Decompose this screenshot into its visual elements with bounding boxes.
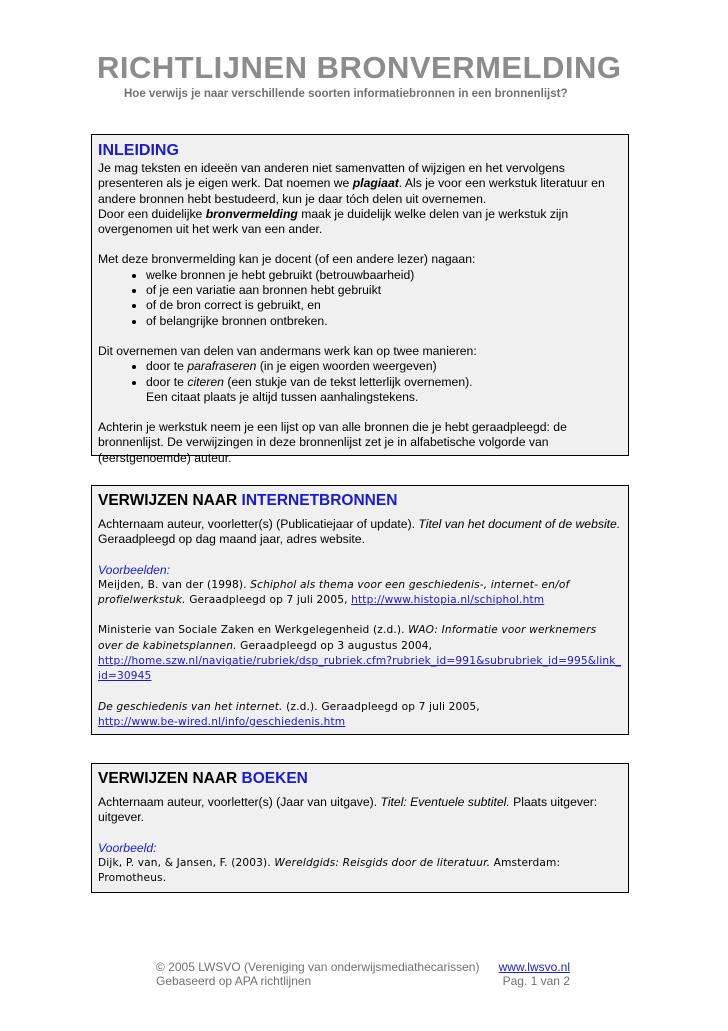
list-item: • door te parafraseren (in je eigen woorden weergeven) [146, 359, 622, 374]
examples-label: Voorbeelden: [98, 562, 171, 577]
example-label: Voorbeeld: [98, 840, 157, 855]
term-bronvermelding: bronvermelding [205, 206, 298, 221]
example-link[interactable]: http://www.histopia.nl/schiphol.htm [351, 594, 545, 607]
internet-heading: VERWIJZEN NAAR INTERNETBRONNEN [98, 492, 398, 509]
books-format: Achternaam auteur, voorletter(s) (Jaar van uitgave). Titel: Eventuele subtitel. Plaats uitgever: uitgever. [98, 795, 598, 825]
example-reference: De geschiedenis van het internet. (z.d.). Geraadpleegd op 7 juli 2005, http://www.be-wired.nl/info/geschiedenis.htm [98, 700, 480, 728]
methods-list [98, 359, 622, 405]
example-reference: Meijden, B. van der (1998). Schiphol als thema voor een geschiedenis-, internet- en/of profielwerkstuk. Geraadpleegd op 7 juli 2005, http://www.histopia.nl/schiphol.htm [98, 578, 570, 607]
books-heading: VERWIJZEN NAAR BOEKEN [98, 770, 308, 787]
internet-format: Achternaam auteur, voorletter(s) (Publicatiejaar of update). Titel van het document of de website. Geraadpleegd op dag maand jaar, adres website. [98, 517, 621, 547]
term-plagiaat: plagiaat [352, 176, 399, 191]
page-number: Pag. 1 van 2 [502, 974, 570, 988]
intro-heading: INLEIDING [98, 142, 179, 159]
based-on-text: Gebaseerd op APA richtlijnen [156, 974, 312, 988]
internet-section [91, 485, 629, 735]
example-link[interactable]: http://home.szw.nl/navigatie/rubriek/dsp_rubriek.cfm?rubriek_id=991&subrubriek_id=995&link_id=30945 [98, 655, 622, 683]
list-item: • welke bronnen je hebt gebruikt (betrouwbaarheid) [146, 268, 622, 283]
intro-paragraph-methods: Dit overnemen van delen van andermans werk kan op twee manieren: [98, 343, 477, 358]
intro-paragraph-check: Met deze bronvermelding kan je docent (of een andere lezer) nagaan: [98, 252, 476, 267]
page-subtitle: Hoe verwijs je naar verschillende soorten informatiebronnen in een bronnenlijst? [124, 88, 568, 100]
list-item: • of je een variatie aan bronnen hebt gebruikt [146, 283, 622, 298]
intro-section [91, 134, 629, 465]
intro-paragraph-bronvermelding: Door een duidelijke bronvermelding maak je duidelijk welke delen van je werkstuk zijn overgenomen uit het werk van een ander. [98, 206, 569, 237]
example-link[interactable]: http://www.be-wired.nl/info/geschiedenis.htm [98, 715, 346, 728]
copyright-text: © 2005 LWSVO (Vereniging van onderwijsmediathecarissen) [156, 960, 480, 974]
example-reference: Dijk, P. van, & Jansen, F. (2003). Wereldgids: Reisgids door de literatuur. Amsterdam: Promotheus. [98, 856, 561, 885]
list-item-note: Een citaat plaats je altijd tussen aanhalingstekens. [146, 389, 419, 404]
check-list [98, 268, 622, 329]
page-footer [156, 960, 570, 988]
list-item: • of belangrijke bronnen ontbreken. [146, 314, 622, 329]
website-link[interactable]: www.lwsvo.nl [498, 960, 570, 974]
list-item: • of de bron correct is gebruikt, en [146, 298, 622, 313]
page-title: RICHTLIJNEN BRONVERMELDING [97, 50, 622, 85]
intro-paragraph-plagiarism: Je mag teksten en ideeën van anderen niet samenvatten of wijzigen en het vervolgens presenteren als je eigen werk. Dat noemen we plagiaat. Als je voor een werkstuk literatuur en andere bronnen hebt bestudeerd, kun je daar tóch delen uit overnemen. [98, 161, 605, 206]
list-item: • door te citeren (een stukje van de tekst letterlijk overnemen). [146, 375, 622, 390]
example-reference: Ministerie van Sociale Zaken en Werkgelegenheid (z.d.). WAO: Informatie voor werknemers over de kabinetsplannen. Geraadpleegd op 3 augustus 2004, http://home.szw.nl/navigatie/rubriek/dsp_rubriek.cfm?rubriek_id=991&subrubriek_id=995&link_id=30945 [98, 624, 622, 683]
intro-paragraph-list: Achterin je werkstuk neem je een lijst op van alle bronnen die je hebt geraadpleegd: de bronnenlijst. De verwijzingen in deze bronnenlijst zet je in alfabetische volgorde van (eerstgenoemde) auteur. [98, 420, 567, 465]
books-section [91, 763, 629, 893]
